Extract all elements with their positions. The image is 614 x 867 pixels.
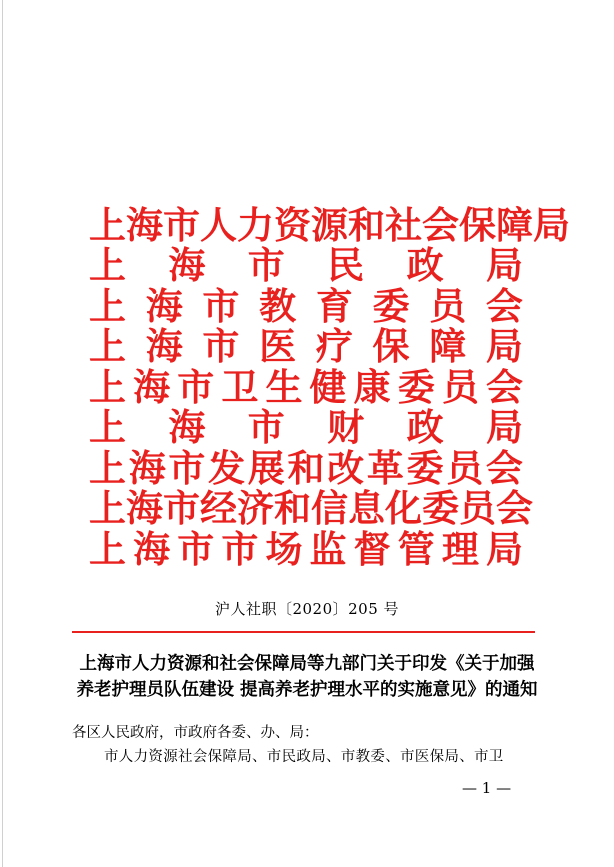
agency-line: 上 海 市 卫 生 健 康 委 员 会 — [89, 364, 523, 409]
body-text-line: 市人力资源社会保障局、市民政局、市教委、市医保局、市卫 — [104, 749, 504, 765]
red-divider-line — [72, 631, 535, 633]
document-title — [60, 651, 554, 703]
agency-line: 上 海 市 财 政 局 — [89, 405, 523, 450]
agency-line: 上 海 市 医 疗 保 障 局 — [89, 324, 523, 369]
title-line-2: 养老护理员队伍建设 提高养老护理水平的实施意见》的通知 — [76, 680, 538, 700]
agency-line: 上 海 市 经 济 和 信 息 化 委 员 会 — [89, 486, 533, 531]
agency-line: 上 海 市 人 力 资 源 和 社 会 保 障 局 — [89, 202, 570, 247]
agency-line: 上 海 市 市 场 监 督 管 理 局 — [89, 526, 523, 571]
title-line-1: 上海市人力资源和社会保障局等九部门关于印发《关于加强 — [79, 654, 535, 674]
page-edge — [2, 0, 3, 867]
issuing-agencies-header — [89, 202, 570, 571]
agency-line: 上 海 市 发 展 和 改 革 委 员 会 — [89, 445, 523, 490]
agency-line: 上 海 市 民 政 局 — [89, 243, 523, 288]
agency-line: 上 海 市 教 育 委 员 会 — [89, 283, 523, 328]
document-number: 沪人社职〔2020〕205 号 — [214, 600, 400, 618]
salutation: 各区人民政府，市政府各委、办、局： — [72, 725, 319, 741]
page-number: — 1 — — [462, 779, 512, 797]
